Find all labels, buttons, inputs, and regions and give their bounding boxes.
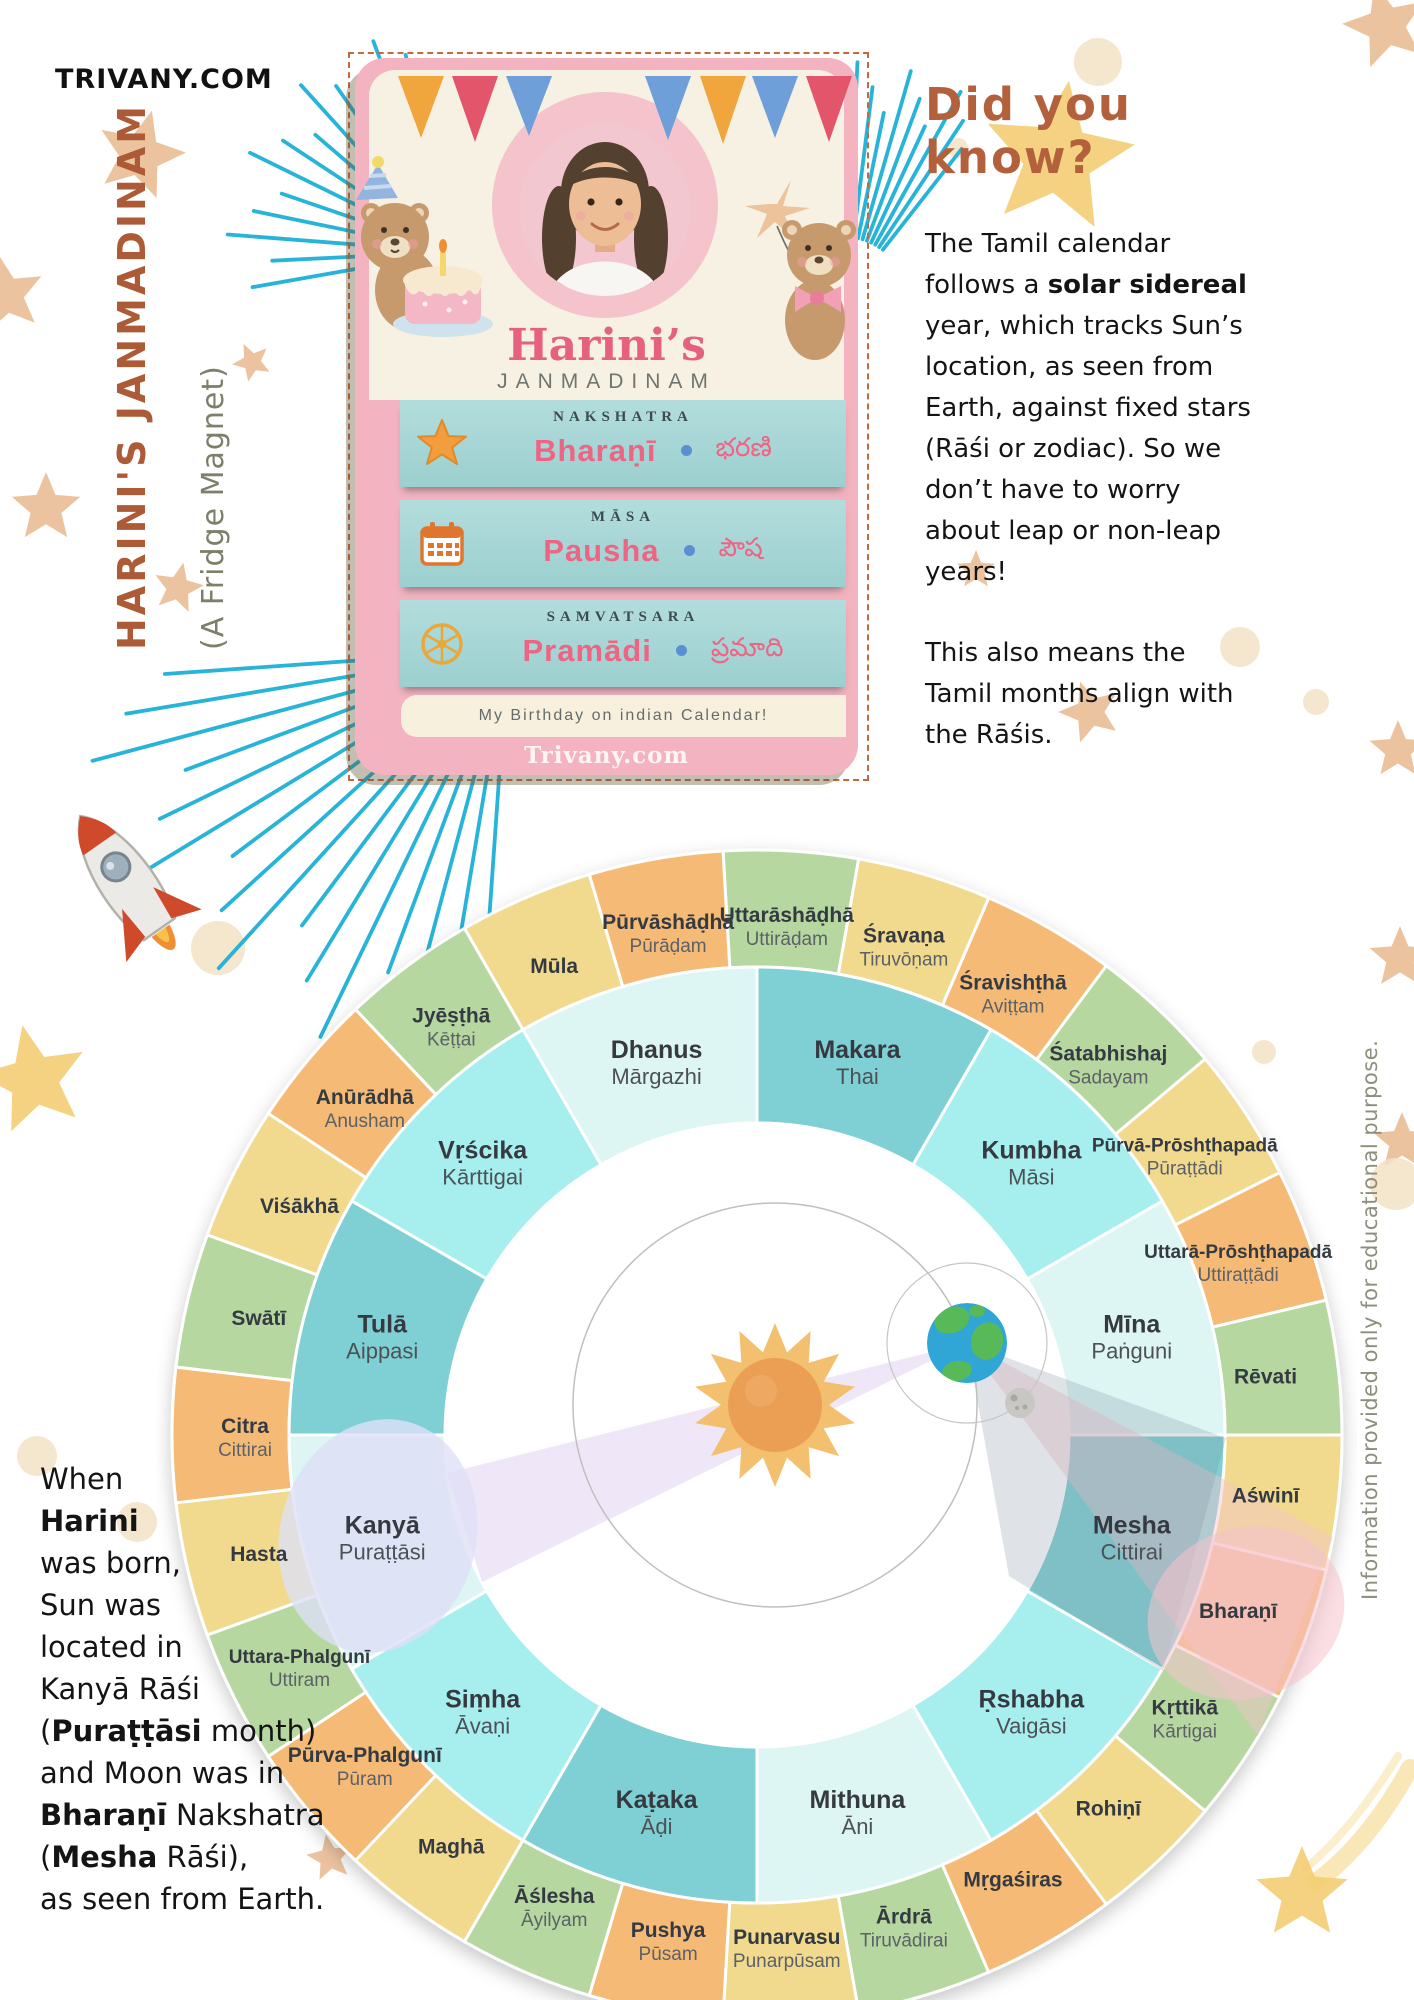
row-value-telugu: భరణి — [715, 432, 772, 462]
disclaimer-text: Information provided only for educational purpose. — [1358, 1039, 1382, 1600]
card-subtitle: JANMADINAM — [497, 370, 716, 393]
nakshatra-label: Viśākhā — [259, 1195, 339, 1219]
did-you-know-paragraph: The Tamil calendar follows a solar sidereal year, which tracks Sun’s location, as seen from Earth, against fixed stars (Rāśi or zodiac). So we don’t have to worry about leap or non-leap years! — [925, 229, 1251, 587]
nakshatra-label: Rohiṇī — [1075, 1797, 1142, 1821]
birth-note-line: Bharaṇī Nakshatra — [40, 1798, 325, 1832]
nakshatra-label: Maghā — [417, 1835, 485, 1859]
teddy-bear-cake-icon — [356, 156, 493, 337]
yellow-star-icon — [0, 1025, 82, 1131]
rasi-label: Mithuna Āni — [809, 1785, 906, 1839]
nakshatra-label: Ārdrā Tiruvādirai — [859, 1905, 948, 1952]
row-label: NAKSHATRA — [553, 409, 693, 425]
watercolor-star-icon — [12, 472, 80, 537]
nakshatra-label: Hasta — [230, 1543, 288, 1567]
birth-note-line: (Puraṭṭāsi month) — [40, 1714, 317, 1748]
rasi-label: Makara Thai — [814, 1036, 901, 1090]
card-brand: Trivany.com — [524, 742, 689, 769]
nakshatra-label: Pūrvā-Prōshṭhapadā Pūraṭṭādi — [1091, 1135, 1278, 1180]
bullet-dot — [676, 645, 687, 656]
rasi-label: Kanyā Puraṭṭāsi — [338, 1511, 426, 1565]
birth-note-line: located in — [40, 1630, 183, 1664]
nakshatra-label: Punarvasu Punarpūsam — [732, 1926, 841, 1973]
rasi-label: Mīna Paṅguni — [1091, 1310, 1173, 1364]
watercolor-star-icon — [1370, 720, 1414, 774]
nakshatra-label: Śravaṇa Tiruvōṇam — [859, 924, 949, 971]
birth-note-line: When — [40, 1462, 124, 1496]
row-label: SAMVATSARA — [546, 609, 700, 625]
row-label: MĀSA — [590, 509, 656, 525]
nakshatra-label: Uttarāshāḍhā Uttirāḍam — [719, 903, 854, 950]
earth-icon — [927, 1302, 1007, 1384]
row-value: Pramādi — [522, 632, 652, 668]
samvatsara-band — [400, 600, 846, 687]
birth-note-line: Sun was — [40, 1588, 161, 1622]
did-you-know-paragraph: This also means the Tamil months align with the Rāśis. — [925, 638, 1234, 750]
birth-note-line: (Mesha Rāśi), — [40, 1840, 249, 1874]
beige-dot — [1303, 689, 1329, 715]
watercolor-star-icon — [232, 344, 269, 382]
card-child-name: Harini’s — [507, 320, 706, 371]
watercolor-star-icon — [1342, 0, 1414, 67]
nakshatra-label: Swātī — [231, 1306, 287, 1330]
sun-core — [728, 1358, 822, 1452]
watercolor-star-icon — [0, 256, 41, 331]
nakshatra-label: Pushya Pūsam — [630, 1919, 706, 1966]
nakshatra-label: Mūla — [530, 954, 579, 978]
rasi-label: Kumbha Māsi — [981, 1136, 1082, 1190]
nakshatra-label: Jyēṣṭhā Kēṭṭai — [412, 1004, 491, 1051]
watercolor-star-icon — [1370, 926, 1414, 984]
birth-note-line: and Moon was in — [40, 1756, 285, 1790]
row-value: Bharaṇī — [534, 432, 657, 468]
birth-note-line: was born, — [40, 1546, 181, 1580]
nakshatra-label: Aświnī — [1231, 1484, 1300, 1508]
rasi-label: Mesha Cittirai — [1092, 1511, 1171, 1565]
card-footer-text: My Birthday on indian Calendar! — [401, 695, 846, 737]
bullet-dot — [684, 545, 695, 556]
did-you-know-title: Did you know? — [925, 78, 1132, 184]
birth-note-line: Kanyā Rāśi — [40, 1672, 200, 1706]
nakshatra-label: Rēvati — [1234, 1365, 1298, 1389]
moon-icon — [1005, 1388, 1035, 1418]
nakshatra-label: Anūrādhā Anusham — [315, 1085, 414, 1132]
rasi-label: Tulā Aippasi — [346, 1310, 419, 1364]
rasi-label: Kaṭaka Āḍi — [615, 1785, 698, 1839]
nakshatra-label: Pūrva-Phalgunī Pūram — [287, 1744, 442, 1791]
row-value: Pausha — [543, 532, 660, 568]
did-you-know-section — [925, 78, 1260, 756]
rasi-label: Dhanus Mārgazhi — [610, 1036, 703, 1090]
vertical-page-title: HARINI'S JANMADINAM — [110, 102, 154, 650]
nakshatra-label: Bharaṇī — [1199, 1600, 1278, 1624]
nakshatra-label: Āślesha Āyilyam — [513, 1885, 595, 1932]
brand-logo: TRIVANY.COM — [55, 64, 273, 95]
birthday-magnet-card — [355, 58, 858, 775]
nakshatra-label: Pūrvāshāḍhā Pūrāḍam — [602, 910, 735, 957]
nakshatra-label: Kṛttikā Kārtigai — [1151, 1696, 1219, 1743]
birth-note-line: Harini — [40, 1504, 139, 1538]
nakshatra-label: Uttara-Phalgunī Uttiram — [228, 1646, 371, 1691]
nakshatra-label: Śatabhishaj Sadayam — [1049, 1042, 1168, 1089]
bunting-flags-icon — [398, 76, 852, 144]
rasi-label: Ṛshabha Vaigāsi — [978, 1685, 1085, 1739]
rasi-label: Vṛścika Kārttigai — [438, 1136, 528, 1190]
row-value-telugu: పౌష — [718, 532, 763, 562]
masa-band — [400, 500, 846, 587]
vertical-page-subtitle: (A Fridge Magnet) — [196, 365, 231, 650]
nakshatra-label: Citra Cittirai — [218, 1414, 272, 1461]
sun-beam-to-kanya — [447, 1343, 967, 1582]
nakshatra-band — [400, 400, 846, 487]
nakshatra-label: Mṛgaśiras — [963, 1868, 1063, 1892]
birth-note — [40, 1458, 370, 1920]
row-value-telugu: ప్రమాది — [710, 632, 784, 662]
rasi-label: Siṃha Āvaṇi — [445, 1685, 521, 1739]
nakshatra-label: Uttarā-Prōshṭhapadā Uttiraṭṭādi — [1144, 1241, 1333, 1286]
nakshatra-label: Śravishṭhā Aviṭṭam — [959, 971, 1067, 1018]
birth-note-line: as seen from Earth. — [40, 1882, 325, 1916]
bullet-dot — [681, 445, 692, 456]
